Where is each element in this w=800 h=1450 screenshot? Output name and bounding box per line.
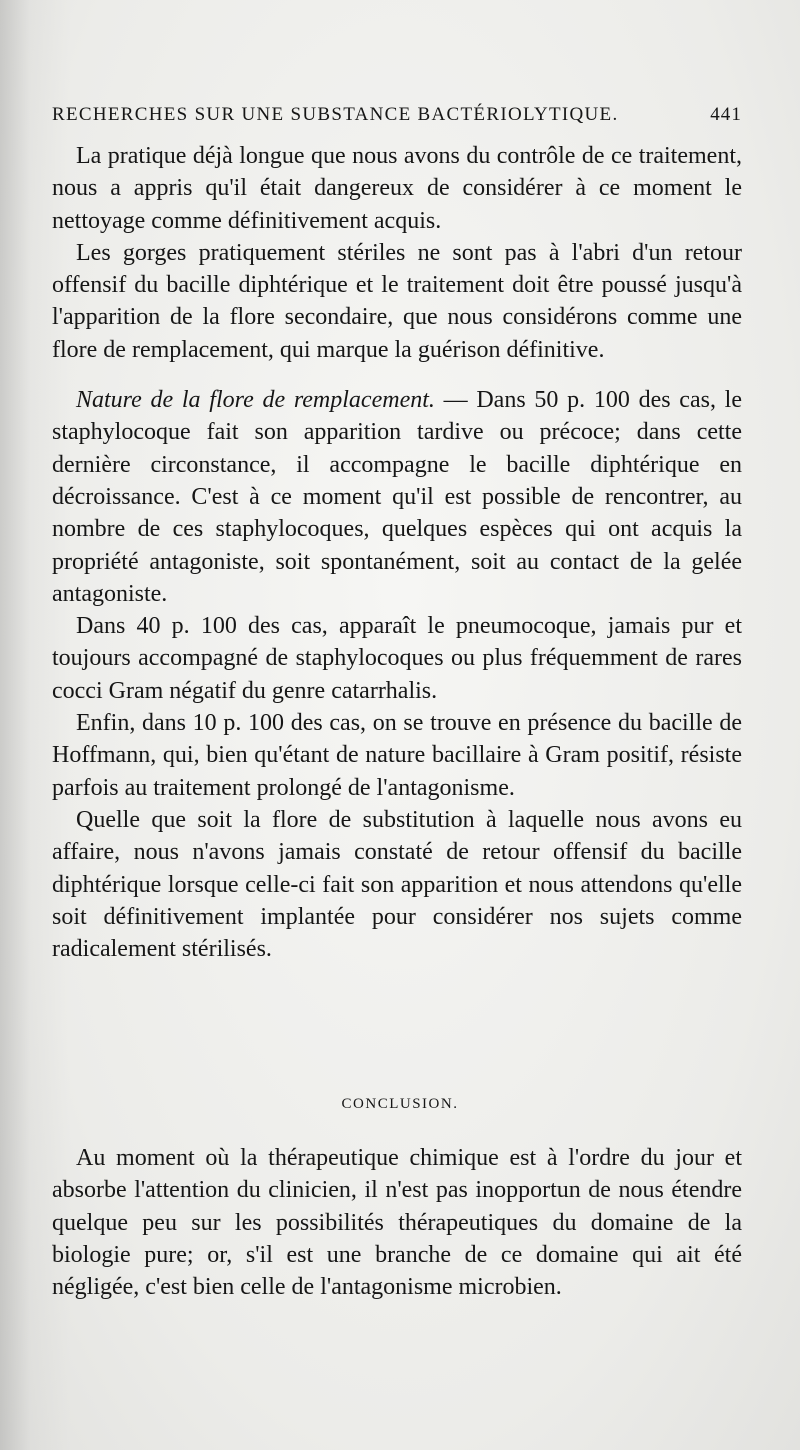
conclusion-heading: CONCLUSION. [341, 1096, 459, 1112]
conclusion-body [52, 1142, 742, 1303]
section-title: Nature de la flore de remplacement. [76, 387, 435, 414]
paragraph-1: La pratique déjà longue que nous avons du contrôle de ce traitement, nous a appris qu'il était dangereux de considérer à ce moment le nettoyage comme définitivement acquis. [52, 143, 742, 234]
paragraph-2: Les gorges pratiquement stériles ne sont pas à l'abri d'un retour offensif du bacille diphtérique et le traitement doit être poussé jusqu'à l'apparition de la flore secondaire, que nous considérons comme une flore de remplacement, qui marque la guérison définitive. [52, 239, 742, 363]
page-number: 441 [710, 104, 742, 125]
paragraph-3-text: — Dans 50 p. 100 des cas, le staphylocoque fait son apparition tardive ou précoce; dans cette dernière circonstance, il accompagne le bacille diphtérique en décroissance. C'est à ce moment qu'il est possible de rencontrer, au nombre de ces staphylocoques, quelques espèces qui ont acquis la propriété antagoniste, soit spontanément, soit au contact de la gelée antagoniste. [52, 387, 742, 607]
paragraph-3 [52, 384, 742, 610]
paragraph-5: Enfin, dans 10 p. 100 des cas, on se trouve en présence du bacille de Hoffmann, qui, bien qu'étant de nature bacillaire à Gram positif, résiste parfois au traitement prolongé de l'antagonisme. [52, 710, 742, 801]
paragraph-6: Quelle que soit la flore de substitution à laquelle nous avons eu affaire, nous n'avons jamais constaté de retour offensif du bacille diphtérique lorsque celle-ci fait son apparition et nous attendons qu'elle soit définitivement implantée pour considérer nos sujets comme radicalement stérilisés. [52, 806, 742, 963]
running-header [52, 104, 742, 126]
paragraph-4: Dans 40 p. 100 des cas, apparaît le pneumocoque, jamais pur et toujours accompagné de staphylocoques ou plus fréquemment de rares cocci Gram négatif du genre catarrhalis. [52, 613, 742, 704]
running-title: RECHERCHES SUR UNE SUBSTANCE BACTÉRIOLYTIQUE. [52, 104, 619, 125]
body-text [52, 140, 742, 965]
conclusion-paragraph: Au moment où la thérapeutique chimique est à l'ordre du jour et absorbe l'attention du clinicien, il n'est pas inopportun de nous étendre quelque peu sur les possibilités thérapeutiques du domaine de la biologie pure; or, s'il est une branche de ce domaine qui ait été négligée, c'est bien celle de l'antagonisme microbien. [52, 1145, 742, 1301]
